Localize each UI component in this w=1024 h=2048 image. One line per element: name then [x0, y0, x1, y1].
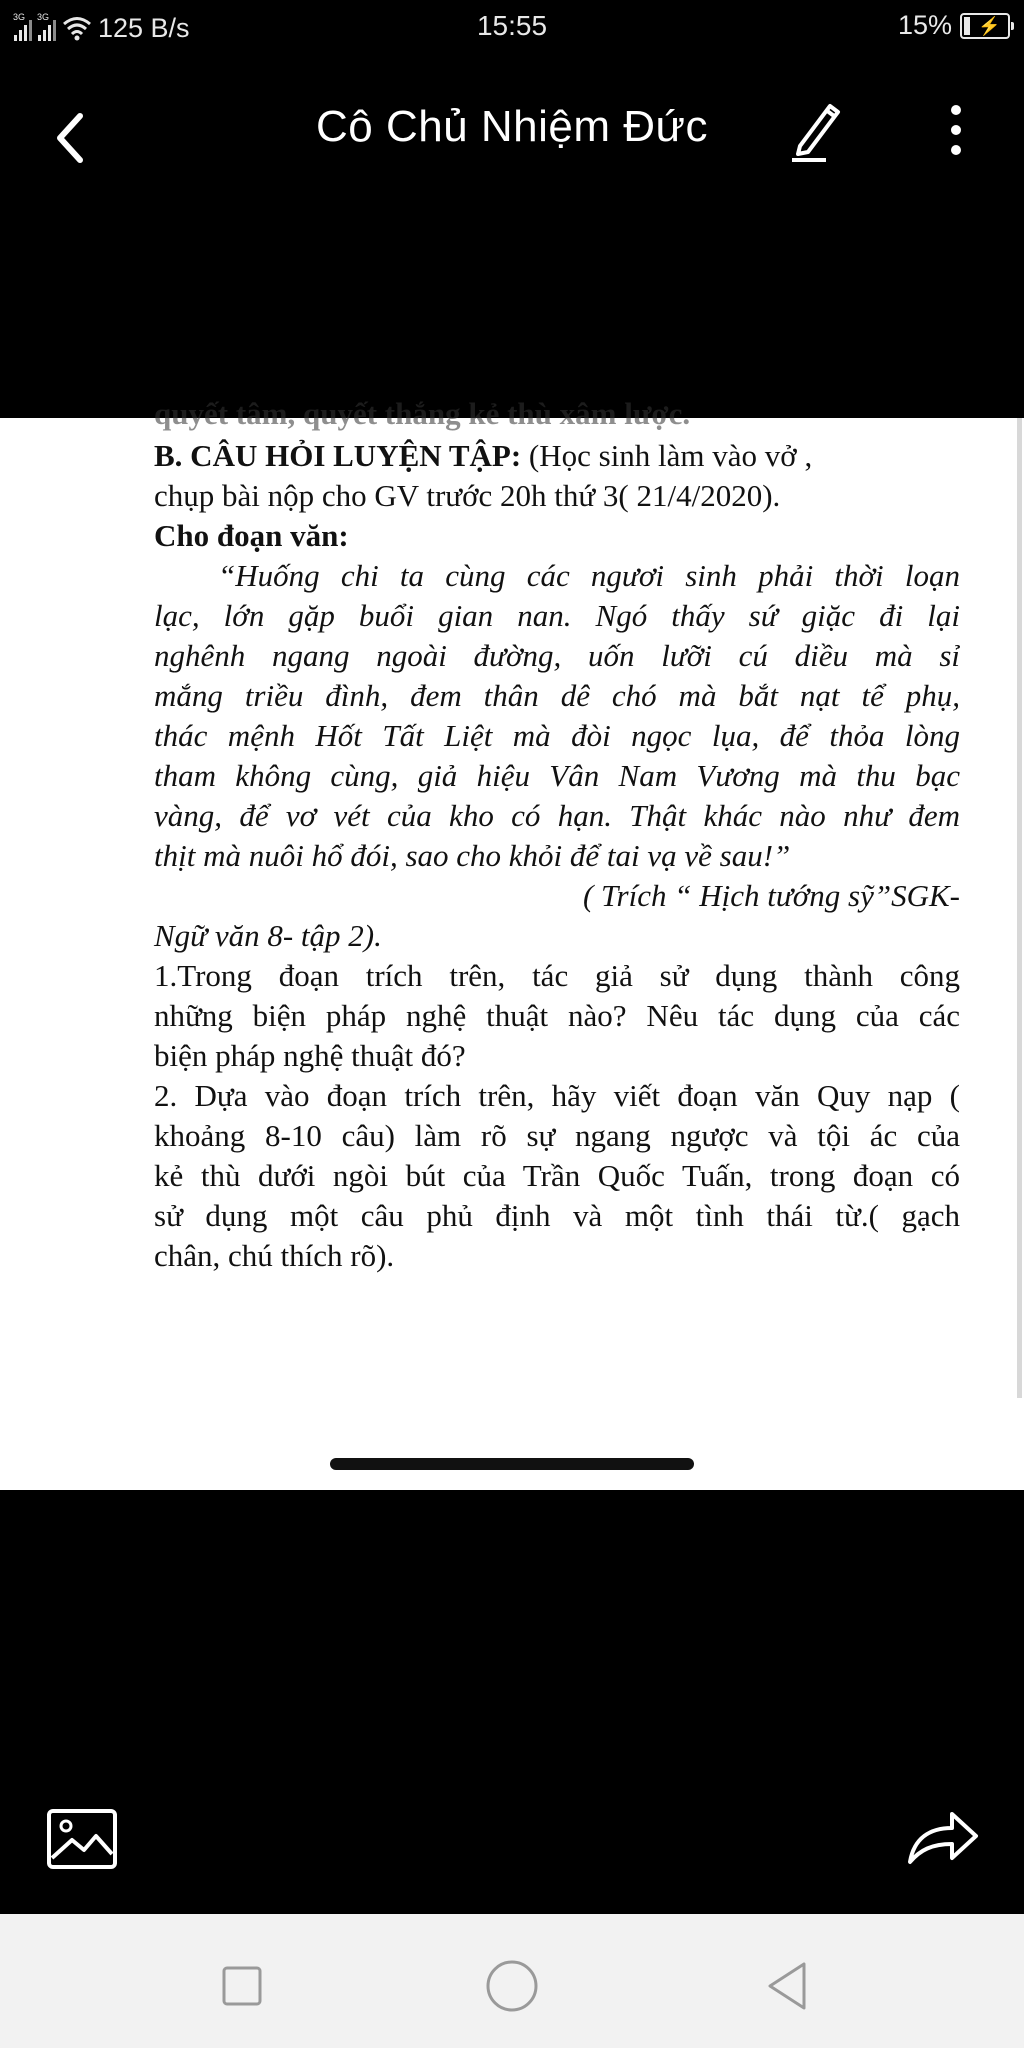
document-text: [154, 436, 960, 1276]
bottom-toolbar: [0, 1490, 1024, 1914]
more-options-button[interactable]: [936, 100, 976, 160]
quote-line: thịt mà nuôi hổ đói, sao cho khỏi để tai vạ về sau!”: [154, 838, 791, 873]
network-speed: 125 B/s: [98, 12, 190, 43]
system-nav-bar: [0, 1914, 1024, 2048]
quote-line: tham không cùng, giả hiệu Vân Nam Vương mà thu bạc: [154, 758, 960, 793]
more-vertical-icon: [936, 100, 976, 160]
share-arrow-icon: [904, 1804, 980, 1870]
question-2-line: sử dụng một câu phủ định và một tình thái từ.( gạch: [154, 1198, 960, 1233]
back-nav-button[interactable]: [760, 1958, 816, 2014]
quote-line: “Huống chi ta cùng các ngươi sinh phải thời loạn: [218, 558, 960, 593]
edit-button[interactable]: [786, 96, 846, 162]
passage-label: Cho đoạn văn:: [154, 518, 349, 553]
page-title: Cô Chủ Nhiệm Đức: [315, 102, 708, 151]
home-indicator[interactable]: [330, 1458, 694, 1470]
square-icon: [214, 1958, 270, 2014]
home-button[interactable]: [484, 1958, 540, 2014]
quote-line: mắng triều đình, đem thân dê chó mà bắt nạt tể phụ,: [154, 678, 960, 713]
cut-off-text-line: quyết tâm, quyết thắng kẻ thù xâm lược.: [154, 396, 691, 431]
scrollbar[interactable]: [1017, 418, 1022, 1398]
question-2-line: kẻ thù dưới ngòi bút của Trần Quốc Tuấn, trong đoạn có: [154, 1158, 960, 1193]
triangle-back-icon: [760, 1958, 816, 2014]
section-heading: B. CÂU HỎI LUYỆN TẬP:: [154, 438, 522, 473]
citation: Ngữ văn 8- tập 2).: [154, 918, 382, 953]
status-time: 15:55: [476, 10, 548, 41]
document-image[interactable]: [0, 396, 1024, 1490]
question-2-line: khoảng 8-10 câu) làm rõ sự ngang ngược và tội ác của: [154, 1118, 960, 1153]
citation: ( Trích “ Hịch tướng sỹ”SGK-: [582, 878, 960, 913]
circle-icon: [484, 1958, 540, 2014]
recent-apps-button[interactable]: [214, 1958, 270, 2014]
network-type-label: 3G: [13, 12, 26, 22]
question-1-line: 1.Trong đoạn trích trên, tác giả sử dụng thành công: [154, 958, 960, 993]
share-button[interactable]: [904, 1804, 980, 1870]
battery-percent: 15%: [897, 10, 952, 40]
battery-icon: ⚡: [960, 13, 1010, 39]
question-1-line: những biện pháp nghệ thuật nào? Nêu tác dụng của các: [154, 998, 960, 1033]
pencil-icon: [786, 96, 846, 162]
quote-line: thác mệnh Hốt Tất Liệt mà đòi ngọc lụa, để thỏa lòng: [154, 718, 960, 753]
status-right: [898, 10, 1010, 41]
network-type-label: 3G: [37, 12, 50, 22]
image-icon: [46, 1808, 118, 1870]
gallery-button[interactable]: [46, 1808, 118, 1870]
quote-line: vàng, để vơ vét của kho có hạn. Thật khác nào như đem: [154, 798, 960, 833]
question-1-line: biện pháp nghệ thuật đó?: [154, 1038, 466, 1073]
question-2-line: 2. Dựa vào đoạn trích trên, hãy viết đoạn văn Quy nạp (: [154, 1078, 960, 1113]
section-line: [154, 436, 960, 476]
quote-line: nghênh ngang ngoài đường, uốn lưỡi cú diều mà sỉ: [154, 638, 960, 673]
section-note-line: chụp bài nộp cho GV trước 20h thứ 3( 21/4/2020).: [154, 478, 781, 513]
section-note: (Học sinh làm vào vở ,: [521, 438, 813, 473]
status-bar: [0, 0, 1024, 56]
question-2-line: chân, chú thích rõ).: [154, 1238, 395, 1273]
quote-line: lạc, lớn gặp buổi gian nan. Ngó thấy sứ giặc đi lại: [154, 598, 960, 633]
